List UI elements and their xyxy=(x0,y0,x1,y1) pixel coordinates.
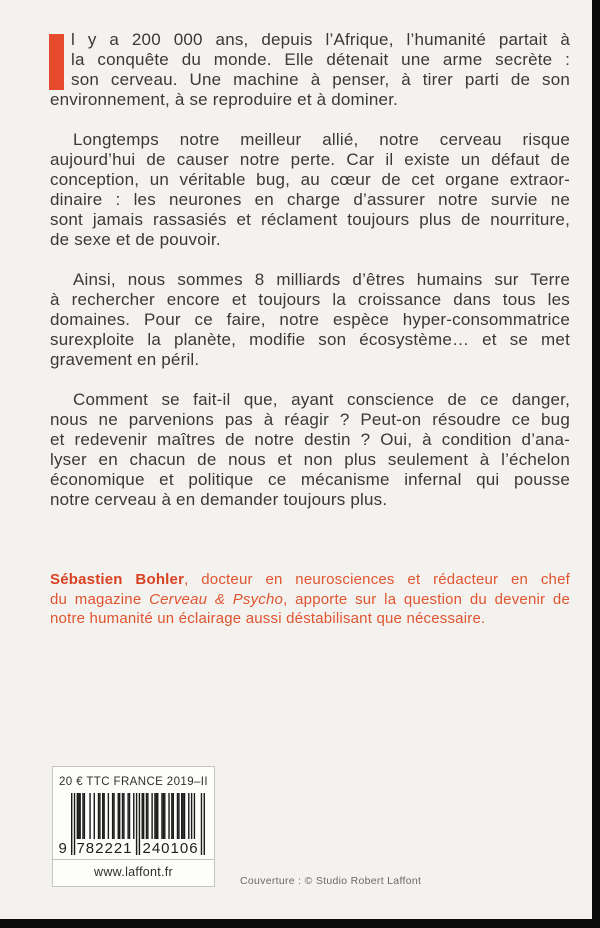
synopsis-line: lyser en chacun de nous et non plus seulement à l’échelon xyxy=(50,450,570,469)
author-name: Sébastien Bohler xyxy=(50,571,185,588)
synopsis-line: l y a 200 000 ans, depuis l’Afrique, l’humanité partait à xyxy=(71,30,570,49)
book-edge-right xyxy=(592,0,600,928)
ean-barcode xyxy=(59,793,209,855)
bio-line xyxy=(50,590,570,610)
bio-line xyxy=(50,570,570,590)
cover-credit: Couverture : © Studio Robert Laffont xyxy=(240,875,422,887)
synopsis-paragraph xyxy=(50,390,570,510)
ean-first-digit: 9 xyxy=(58,840,68,857)
synopsis-line: à rechercher encore et toujours la croissance dans tous les xyxy=(50,290,570,309)
synopsis-paragraph xyxy=(50,130,570,250)
book-edge-bottom xyxy=(0,919,600,928)
ean-right-group: 240106 xyxy=(142,840,199,857)
synopsis-line: Longtemps notre meilleur allié, notre cerveau risque xyxy=(73,130,570,149)
author-bio xyxy=(50,570,570,629)
synopsis-line: de sexe et de pouvoir. xyxy=(50,230,221,249)
synopsis-line: son cerveau. Une machine à penser, à tirer parti de son xyxy=(71,70,570,89)
synopsis-line: nous ne parvenions pas à réagir ? Peut-on résoudre ce bug xyxy=(50,410,570,429)
synopsis-line: sont jamais rassasiés et réclament toujours plus de nourriture, xyxy=(50,210,570,229)
bio-text: , docteur en neurosciences et rédacteur en chef xyxy=(184,571,570,588)
synopsis-line: gravement en péril. xyxy=(50,350,200,369)
synopsis-line: dinaire : les neurones en charge d’assurer notre survie ne xyxy=(50,190,570,209)
synopsis-line: la conquête du monde. Elle détenait une arme secrète : xyxy=(71,50,570,69)
synopsis-line: Ainsi, nous sommes 8 milliards d’êtres humains sur Terre xyxy=(73,270,570,289)
synopsis-line: surexploite la planète, modifie son écosystème… et se met xyxy=(50,330,570,349)
publisher-website: www.laffont.fr xyxy=(53,859,214,886)
ean-left-group: 782221 xyxy=(76,840,133,857)
synopsis-line: Comment se fait-il que, ayant conscience de ce danger, xyxy=(73,390,570,409)
bio-text: notre humanité un éclairage aussi déstabilisant que nécessaire. xyxy=(50,610,486,627)
synopsis-line: et redevenir maîtres de notre destin ? Oui, à condition d’ana- xyxy=(50,430,570,449)
synopsis-text xyxy=(50,30,570,530)
price-label: 20 € TTC FRANCE 2019–II xyxy=(59,776,208,788)
synopsis-paragraph xyxy=(50,30,570,110)
bio-text: du magazine xyxy=(50,590,150,608)
bio-text: Cerveau & Psycho xyxy=(149,590,284,608)
bio-text: , apporte sur la question du devenir de xyxy=(283,590,570,608)
synopsis-line: conception, un véritable bug, au cœur de cet organe extraor- xyxy=(50,170,570,189)
bio-line xyxy=(50,609,570,629)
barcode-box xyxy=(52,766,215,887)
synopsis-paragraph xyxy=(50,270,570,370)
synopsis-line: aujourd’hui de causer notre perte. Car il existe un défaut de xyxy=(50,150,570,169)
synopsis-line: environnement, à se reproduire et à dominer. xyxy=(50,90,399,109)
synopsis-line: domaines. Pour ce faire, notre espèce hyper-consommatrice xyxy=(50,310,570,329)
synopsis-line: économique et politique ce mécanisme infernal qui pousse xyxy=(50,470,570,489)
synopsis-line: notre cerveau à en demander toujours plus. xyxy=(50,490,388,509)
drop-cap-I-bar xyxy=(49,34,64,90)
